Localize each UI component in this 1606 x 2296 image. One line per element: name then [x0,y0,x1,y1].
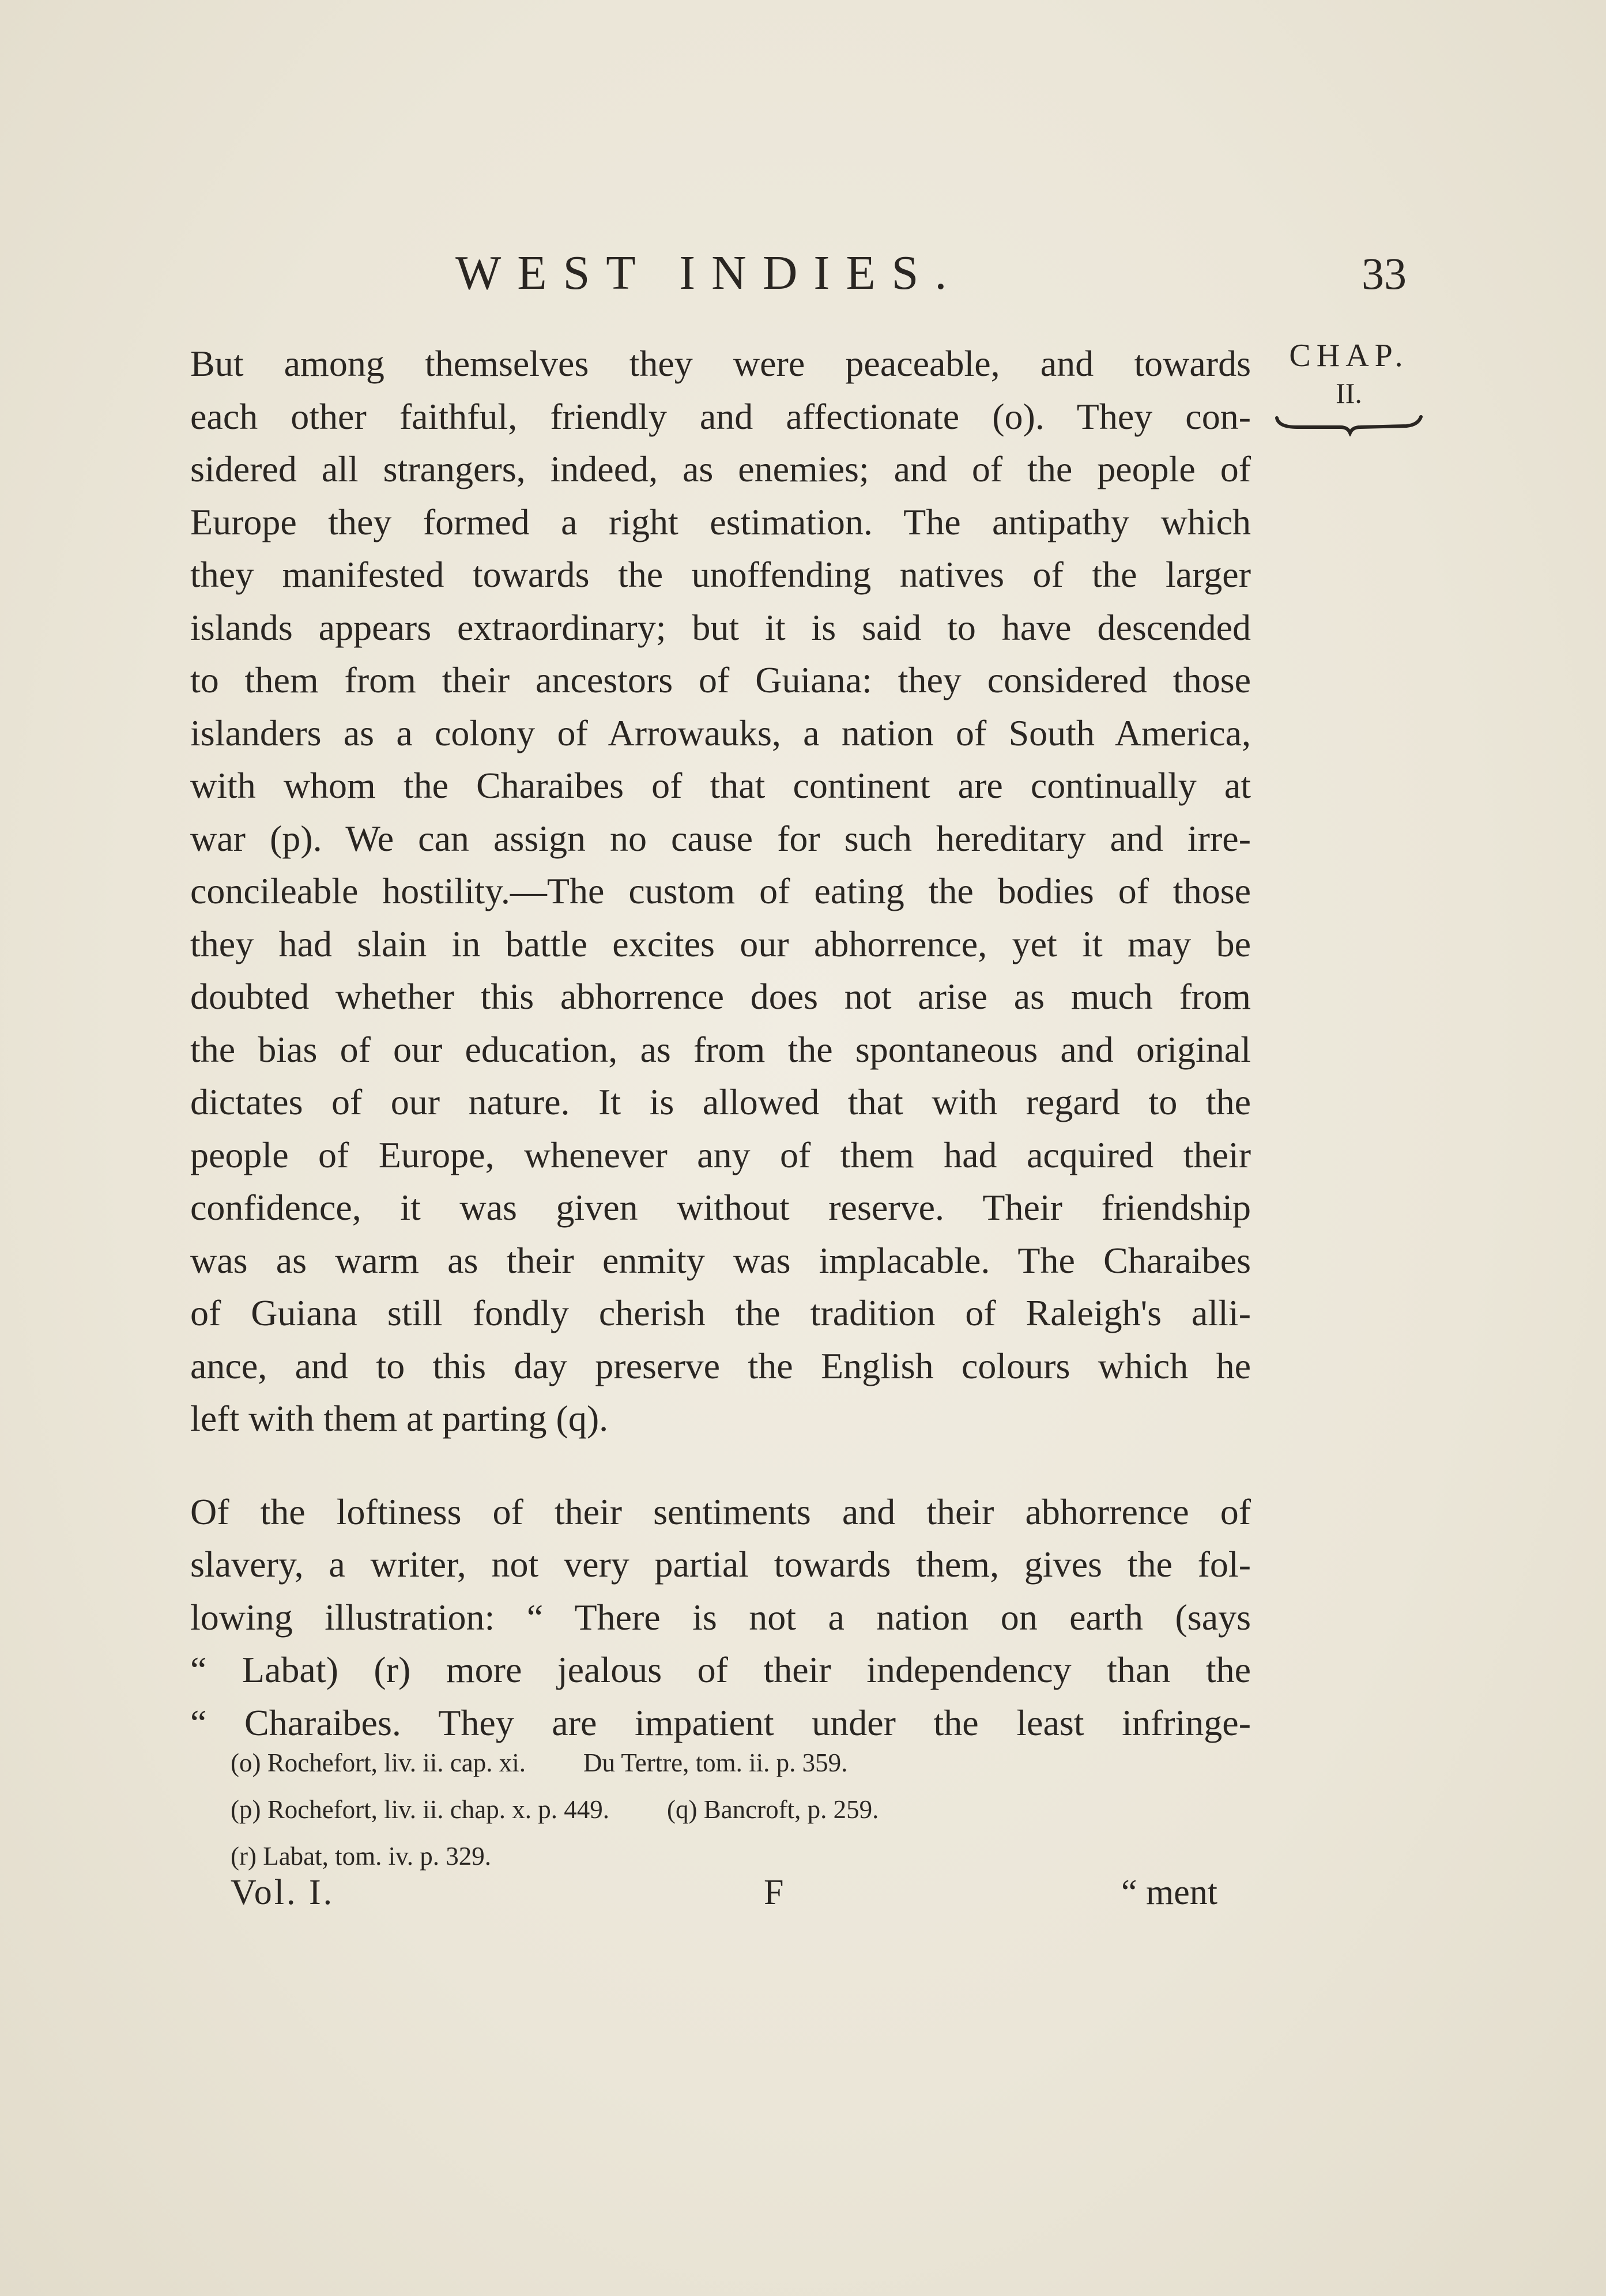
text-line: Europe they formed a right estimation. The antipathy which [190,501,1251,542]
main-text [190,337,1251,1749]
text-line: ance, and to this day preserve the English colours which he [190,1345,1251,1386]
paragraph-1 [190,337,1251,1445]
text-line: islanders as a colony of Arrowauks, a nation of South America, [190,712,1251,753]
text-line: islands appears extraordinary; but it is said to have descended [190,606,1251,648]
text-line: the bias of our education, as from the spontaneous and original [190,1028,1251,1070]
text-line: slavery, a writer, not very partial towards them, gives the fol- [190,1544,1251,1585]
chapter-number: II. [1336,377,1362,409]
text-line: they had slain in battle excites our abhorrence, yet it may be [190,923,1251,964]
text-line: each other faithful, friendly and affectionate (o). They con- [190,395,1251,437]
text-line: sidered all strangers, indeed, as enemies; and of the people of [190,448,1251,489]
text-line: Of the loftiness of their sentiments and their abhorrence of [190,1491,1251,1532]
page-number: 33 [1362,248,1407,299]
brace-ornament-icon [1274,413,1424,436]
footnote-text: (q) Bancroft, p. 259. [666,1795,879,1824]
signature-mark: F [764,1873,784,1912]
text-line: concileable hostility.—The custom of eating the bodies of those [190,870,1251,911]
footnote-text: (r) Labat, tom. iv. p. 329. [231,1842,491,1871]
footnotes [231,1740,879,1880]
footnote-text: (p) Rochefort, liv. ii. chap. x. p. 449. [231,1795,609,1824]
volume-label: Vol. I. [231,1873,335,1912]
text-line: people of Europe, whenever any of them had acquired their [190,1134,1251,1175]
paragraph-2 [190,1486,1251,1750]
text-line: doubted whether this abhorrence does not arise as much from [190,976,1251,1017]
text-line: “ Charaibes. They are impatient under the least infringe- [190,1702,1251,1743]
text-line: they manifested towards the unoffending natives of the larger [190,554,1251,595]
catchword: “ ment [1121,1873,1217,1912]
chapter-label: CHAP. [1289,338,1409,374]
paragraph-spacer [190,1445,1251,1486]
text-line: with whom the Charaibes of that continent are continually at [190,765,1251,806]
chapter-margin-note [1262,337,1435,436]
text-line: was as warm as their enmity was implacable. The Charaibes [190,1239,1251,1281]
footnote-p-q [231,1786,879,1833]
text-line: But among themselves they were peaceable, and towards [190,343,1251,384]
text-line: confidence, it was given without reserve. Their friendship [190,1187,1251,1228]
text-line: of Guiana still fondly cherish the tradition of Raleigh's alli- [190,1292,1251,1333]
text-line: war (p). We can assign no cause for such hereditary and irre- [190,817,1251,859]
text-line: to them from their ancestors of Guiana: they considered those [190,659,1251,700]
footnote-text: (o) Rochefort, liv. ii. cap. xi. [231,1748,526,1777]
footnote-text: Du Tertre, tom. ii. p. 359. [583,1748,848,1777]
text-line: lowing illustration: “ There is not a nation on earth (says [190,1596,1251,1638]
running-title: WEST INDIES. [455,246,963,300]
text-line: “ Labat) (r) more jealous of their independency than the [190,1649,1251,1690]
text-line: left with them at parting (q). [190,1398,609,1439]
footnote-o [231,1740,879,1786]
text-line: dictates of our nature. It is allowed that with regard to the [190,1081,1251,1122]
